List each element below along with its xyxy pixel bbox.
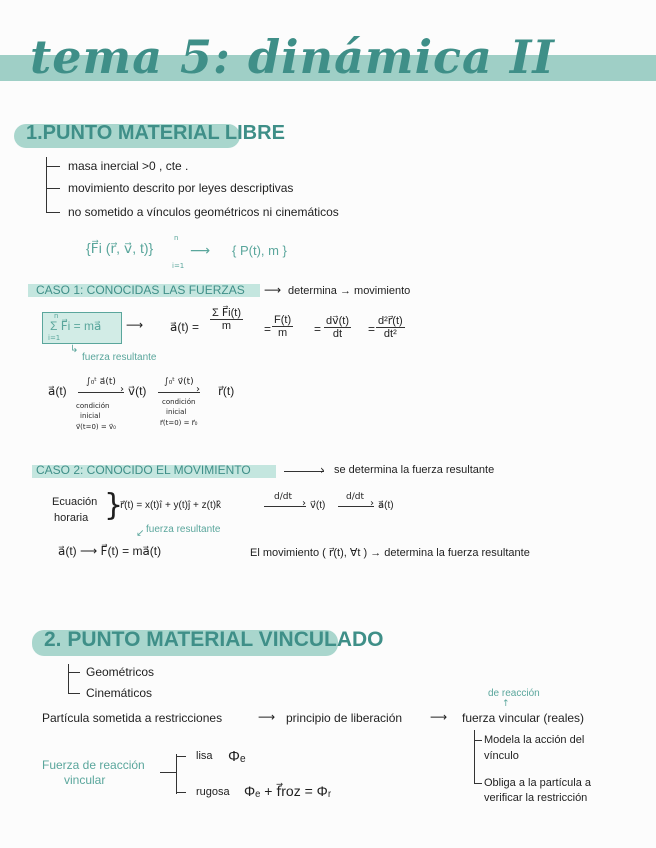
frac1-num: Σ F⃗i(t) xyxy=(212,307,242,319)
lisa-tick xyxy=(176,756,186,757)
r-formula: r⃗(t) = x(t)î + y(t)ĵ + z(t)k̂ xyxy=(120,500,222,511)
lisa-phi: Φₑ xyxy=(228,748,246,765)
chain-int1: ∫₀ᵗ a⃗(t) xyxy=(86,377,116,387)
section1-heading: 1.PUNTO MATERIAL LIBRE xyxy=(26,122,285,144)
right-bracket xyxy=(474,730,475,784)
resultant-note: fuerza resultante xyxy=(82,352,157,363)
main-line-3: fuerza vincular (reales) xyxy=(462,711,585,725)
arrow-head: › xyxy=(120,384,124,395)
arrow-head: › xyxy=(370,498,374,509)
newton-sup: n xyxy=(54,312,59,320)
a-t: a⃗(t) xyxy=(378,500,394,511)
frac3-den: dt xyxy=(332,328,343,340)
newton-sub: i=1 xyxy=(48,334,61,342)
caso1-result: determina → movimiento xyxy=(288,285,411,297)
eq-label-2: horaria xyxy=(54,512,89,524)
fraction-1 xyxy=(210,306,243,332)
frac4-den: dt² xyxy=(383,328,397,340)
arrow: ⟶ xyxy=(258,710,276,724)
left-label-1: Fuerza de reacción xyxy=(42,758,145,772)
right-1a: Modela la acción del xyxy=(484,734,585,746)
movement-note: El movimiento ( r⃗(t), ∀t ) → determina la fuerza resultante xyxy=(250,547,530,559)
cond2-l2: inicial xyxy=(166,408,187,416)
type-geometric: Geométricos xyxy=(86,665,155,679)
bullet-3: no sometido a vínculos geométricos ni cinemáticos xyxy=(68,205,339,219)
equals: = xyxy=(314,322,322,336)
right-1b: vínculo xyxy=(484,750,519,762)
d-dt-line xyxy=(264,506,306,507)
caso2-resultant-note: fuerza resultante xyxy=(146,524,221,535)
a-of-t: a⃗(t) = xyxy=(170,320,200,334)
equals: = xyxy=(264,322,272,336)
chain-arrow-line xyxy=(78,392,124,393)
reaction-caret: ↑ xyxy=(502,699,510,709)
lisa-bracket xyxy=(176,754,177,794)
cond2-l1: condición xyxy=(162,398,196,406)
bracket-tick xyxy=(46,166,60,167)
main-line-2: principio de liberación xyxy=(286,711,403,725)
rugosa-formula: Φₑ + f⃗roz = Φᵣ xyxy=(244,783,332,799)
frac3-num: dv⃗(t) xyxy=(326,315,350,327)
cond1-l1: condición xyxy=(76,402,110,410)
chain-int2: ∫₀ᵗ v⃗(t) xyxy=(164,377,194,387)
chain-r: r⃗(t) xyxy=(218,384,235,398)
force-set: {F⃗i (r⃗, v⃗, t)} xyxy=(86,240,154,256)
left-label-2: vincular xyxy=(64,773,106,787)
state-set: { P(t), m } xyxy=(232,243,287,258)
v-t: v⃗(t) xyxy=(310,500,326,511)
equals: = xyxy=(368,322,376,336)
brace: } xyxy=(104,488,124,523)
chain-arrow-line xyxy=(158,392,200,393)
type-tick xyxy=(68,672,80,673)
frac2-num: F(t) xyxy=(274,314,292,326)
arrow-head: › xyxy=(196,384,200,395)
fraction-4 xyxy=(376,314,405,340)
cond2-l3: r⃗(t=0) = r⃗₀ xyxy=(160,419,198,427)
arrow: ⟶ xyxy=(430,710,448,724)
right-2a: Obliga a la partícula a xyxy=(484,777,592,789)
caso2-arrow-line xyxy=(284,471,324,472)
rugosa-label: rugosa xyxy=(196,786,230,798)
resultant-arrow: ↳ xyxy=(70,344,79,355)
caso2-label: CASO 2: CONOCIDO EL MOVIMIENTO xyxy=(36,463,251,477)
cond1-l3: v⃗(t=0) = v⃗₀ xyxy=(76,423,116,431)
right-tick xyxy=(474,783,482,784)
d-dt-line xyxy=(338,506,374,507)
arrow-head: › xyxy=(302,498,306,509)
fraction-2 xyxy=(272,314,293,339)
reaction-note: de reacción xyxy=(488,688,540,699)
arrow-head: › xyxy=(320,463,325,477)
arrow: ⟶ xyxy=(190,243,211,259)
lisa-mid xyxy=(160,772,176,773)
frac4-num: d²r⃗(t) xyxy=(378,315,403,327)
type-kinematic: Cinemáticos xyxy=(86,686,153,700)
section2-heading: 2. PUNTO MATERIAL VINCULADO xyxy=(44,628,384,651)
bracket-tick xyxy=(46,188,60,189)
fraction-3 xyxy=(324,314,351,340)
frac1-den: m xyxy=(221,320,232,332)
newton-formula: Σ F⃗i = ma⃗ xyxy=(50,319,102,333)
cond1-l2: inicial xyxy=(80,412,101,420)
bullet-1: masa inercial >0 , cte . xyxy=(68,159,189,173)
a-to-f: a⃗(t) ⟶ F⃗(t) = ma⃗(t) xyxy=(58,544,162,558)
force-set-sup: n xyxy=(174,234,179,242)
caso1-label: CASO 1: CONOCIDAS LAS FUERZAS xyxy=(36,283,245,297)
bracket-tick xyxy=(46,212,60,213)
chain-a: a⃗(t) xyxy=(48,384,67,398)
chain-v: v⃗(t) xyxy=(128,384,147,398)
force-set-sub: i=1 xyxy=(172,262,185,270)
lisa-tick xyxy=(176,792,186,793)
lisa-label: lisa xyxy=(196,750,213,762)
resultant-arrow: ↙ xyxy=(136,528,145,539)
frac2-den: m xyxy=(277,327,288,339)
arrow: ⟶ xyxy=(264,283,282,297)
d-dt-1: d/dt xyxy=(274,492,292,502)
caso2-result: se determina la fuerza resultante xyxy=(334,464,495,476)
page-title: tema 5: dinámica II xyxy=(30,30,555,84)
right-2b: verificar la restricción xyxy=(484,792,588,804)
type-bracket xyxy=(68,664,69,694)
right-tick xyxy=(474,740,482,741)
main-line-1: Partícula sometida a restricciones xyxy=(42,711,223,725)
arrow: ⟶ xyxy=(126,318,144,332)
d-dt-2: d/dt xyxy=(346,492,364,502)
eq-label-1: Ecuación xyxy=(52,496,98,508)
bullet-2: movimiento descrito por leyes descriptivas xyxy=(68,181,294,195)
type-tick xyxy=(68,693,80,694)
